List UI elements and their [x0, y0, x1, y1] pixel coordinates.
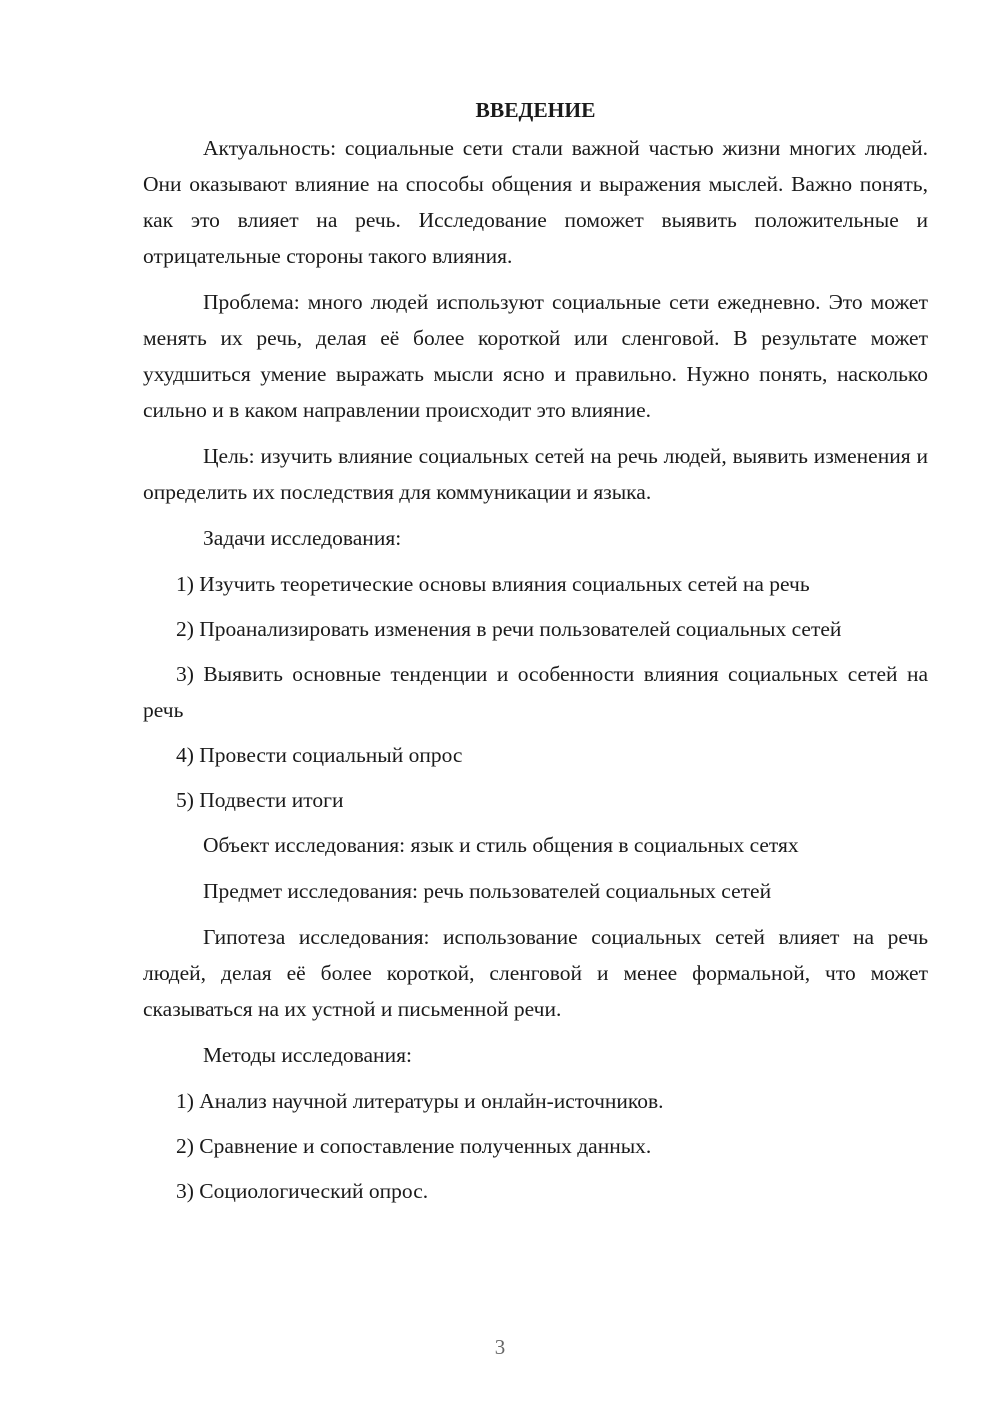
task-item-5: 5) Подвести итоги — [176, 788, 344, 812]
hypothesis-paragraph: Гипотеза исследования: использование социальных сетей влияет на речь людей, делая её более короткой, сленговой и менее формальной, что может сказываться на их устной и письменной речи. — [143, 925, 928, 1021]
section-title: ВВЕДЕНИЕ — [475, 98, 596, 122]
task-item-1: 1) Изучить теоретические основы влияния социальных сетей на речь — [176, 572, 810, 596]
page-number: 3 — [494, 1335, 506, 1359]
goal-paragraph: Цель: изучить влияние социальных сетей на речь людей, выявить изменения и определить их последствия для коммуникации и языка. — [143, 444, 928, 504]
method-item-3: 3) Социологический опрос. — [176, 1179, 429, 1203]
task-item-3: 3) Выявить основные тенденции и особенности влияния социальных сетей на речь — [143, 662, 928, 722]
document-page — [143, 92, 928, 1218]
task-item-4: 4) Провести социальный опрос — [176, 743, 463, 767]
tasks-heading: Задачи исследования: — [203, 526, 402, 550]
tasks-list — [143, 566, 928, 818]
method-item-1: 1) Анализ научной литературы и онлайн-источников. — [176, 1089, 664, 1113]
object-paragraph: Объект исследования: язык и стиль общения в социальных сетях — [203, 833, 799, 857]
subject-paragraph: Предмет исследования: речь пользователей социальных сетей — [203, 879, 772, 903]
methods-heading: Методы исследования: — [203, 1043, 412, 1067]
problem-paragraph: Проблема: много людей используют социальные сети ежедневно. Это может менять их речь, делая её более короткой или сленговой. В результате может ухудшиться умение выражать мысли ясно и правильно. Нужно понять, насколько сильно и в каком направлении происходит это влияние. — [143, 290, 928, 422]
task-item-2: 2) Проанализировать изменения в речи пользователей социальных сетей — [176, 617, 842, 641]
methods-list — [143, 1083, 928, 1209]
relevance-paragraph: Актуальность: социальные сети стали важной частью жизни многих людей. Они оказывают влияние на способы общения и выражения мыслей. Важно понять, как это влияет на речь. Исследование поможет выявить положительные и отрицательные стороны такого влияния. — [143, 136, 928, 268]
method-item-2: 2) Сравнение и сопоставление полученных данных. — [176, 1134, 652, 1158]
